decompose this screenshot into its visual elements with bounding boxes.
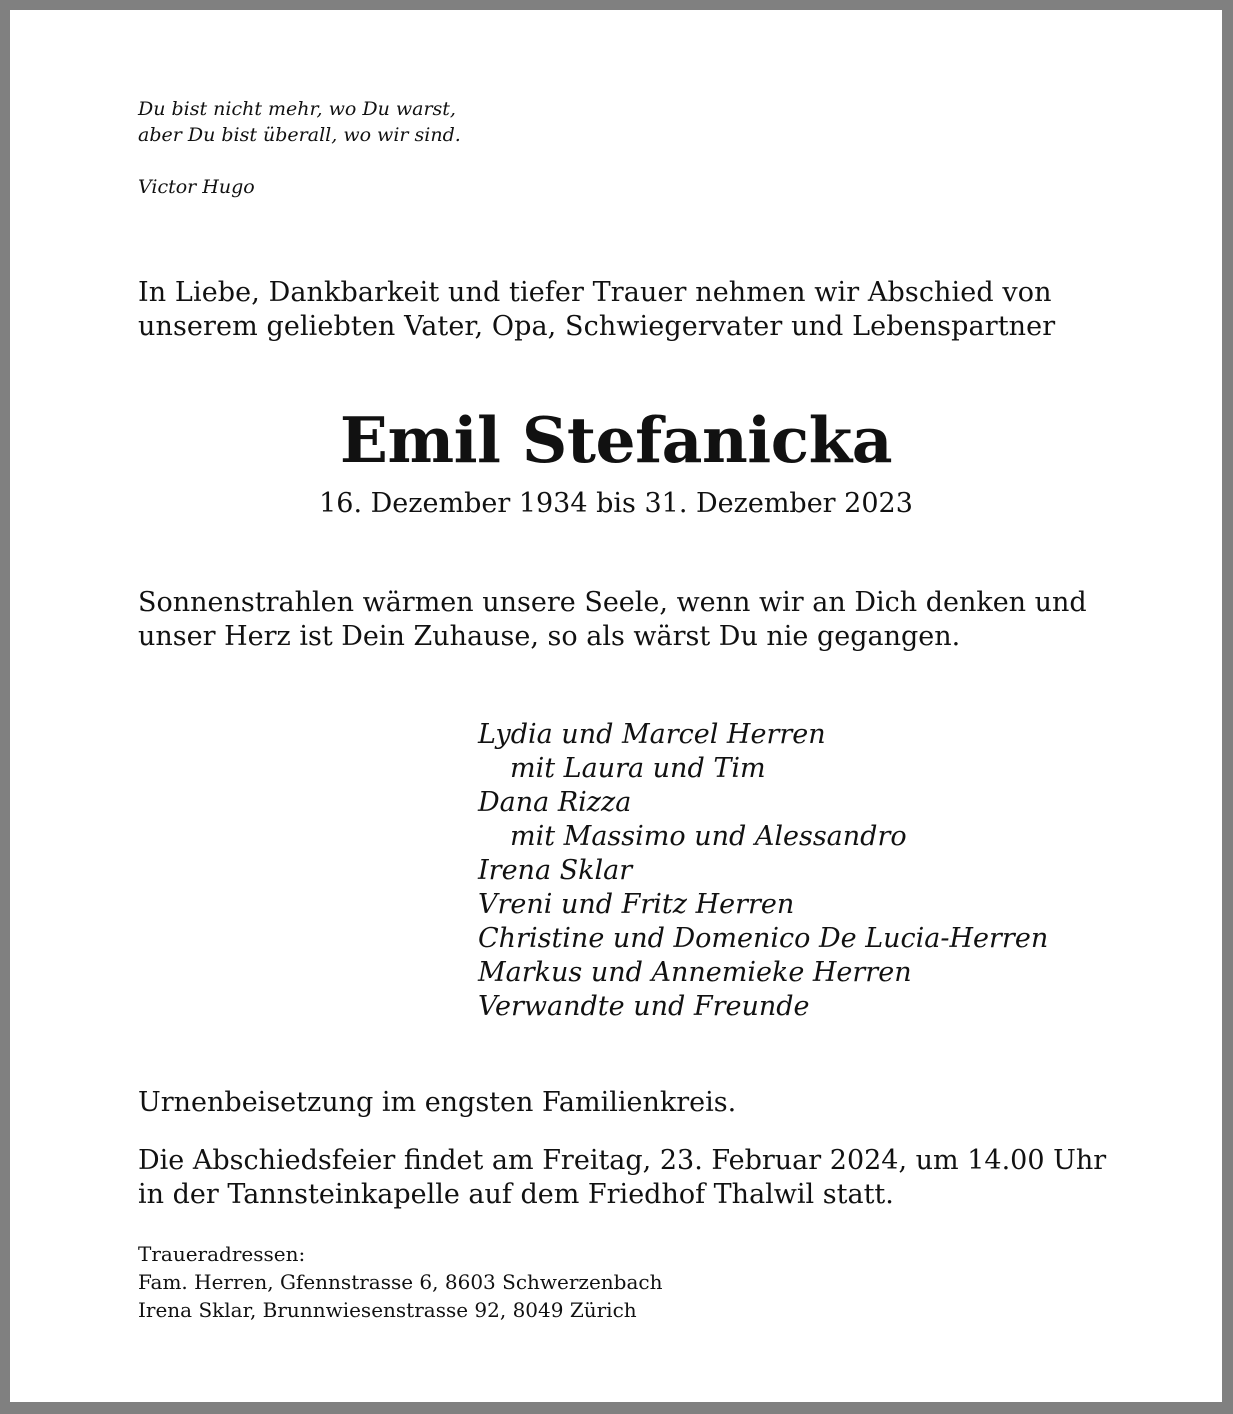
mourner-entry: mit Massimo und Alessandro <box>510 821 907 852</box>
mourner-entry: mit Laura und Tim <box>510 753 766 784</box>
mourners-list <box>478 718 1048 1024</box>
intro-line: unserem geliebten Vater, Opa, Schwiegervater und Lebenspartner <box>138 311 1056 342</box>
ceremony-line: Die Abschiedsfeier findet am Freitag, 23. Februar 2024, um 14.00 Uhr <box>138 1145 1107 1176</box>
mourner-entry: Verwandte und Freunde <box>478 991 810 1022</box>
mourner-entry: Dana Rizza <box>478 787 632 818</box>
deceased-name: Emil Stefanicka <box>339 403 893 477</box>
burial-notice: Urnenbeisetzung im engsten Familienkreis. <box>138 1087 737 1118</box>
quote-line: aber Du bist überall, wo wir sind. <box>138 124 461 146</box>
mourner-entry: Markus und Annemieke Herren <box>478 957 912 988</box>
obituary-page <box>10 10 1222 1402</box>
addresses-heading: Traueradressen: <box>138 1242 306 1266</box>
mourning-addresses <box>138 1240 663 1324</box>
quote <box>138 96 461 148</box>
quote-line: Du bist nicht mehr, wo Du warst, <box>138 98 456 120</box>
mourner-entry: Irena Sklar <box>478 855 633 886</box>
poem-line: Sonnenstrahlen wärmen unsere Seele, wenn wir an Dich denken und <box>138 587 1087 618</box>
address-line: Fam. Herren, Gfennstrasse 6, 8603 Schwerzenbach <box>138 1270 663 1294</box>
intro-text <box>138 276 1096 344</box>
intro-line: In Liebe, Dankbarkeit und tiefer Trauer nehmen wir Abschied von <box>138 277 1052 308</box>
mourner-entry: Lydia und Marcel Herren <box>478 719 826 750</box>
mourner-entry: Christine und Domenico De Lucia-Herren <box>478 923 1049 954</box>
ceremony-line: in der Tannsteinkapelle auf dem Friedhof Thalwil statt. <box>138 1179 894 1210</box>
ceremony-notice <box>138 1144 1106 1212</box>
quote-author: Victor Hugo <box>138 176 255 198</box>
poem-line: unser Herz ist Dein Zuhause, so als wärst Du nie gegangen. <box>138 621 961 652</box>
life-dates: 16. Dezember 1934 bis 31. Dezember 2023 <box>319 488 913 519</box>
address-line: Irena Sklar, Brunnwiesenstrasse 92, 8049 Zürich <box>138 1298 637 1322</box>
poem-text <box>138 586 1096 654</box>
mourner-entry: Vreni und Fritz Herren <box>478 889 795 920</box>
